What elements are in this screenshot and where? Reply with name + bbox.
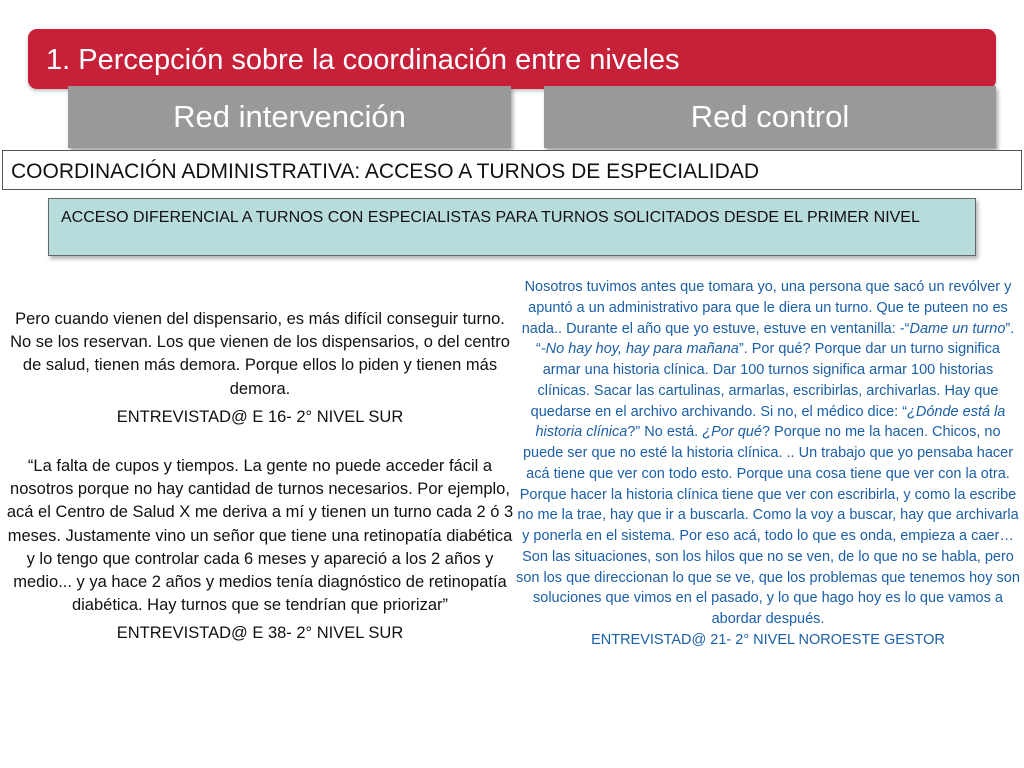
quote-source: ENTREVISTAD@ E 38- 2° NIVEL SUR [116,624,404,643]
quote-italic-segment: -No hay hoy, hay para mañana [540,341,739,358]
quote-italic-segment: ¿Dónde está la historia clínica [535,403,1006,441]
quote-segment: ?” No está. [627,424,703,441]
tab-red-intervencion: Red intervención [68,86,511,148]
slide-title: 1. Percepción sobre la coordinación entre niveles [46,44,680,76]
subsection-title: ACCESO DIFERENCIAL A TURNOS CON ESPECIALISTAS PARA TURNOS SOLICITADOS DESDE EL PRIMER NIVEL [61,209,920,226]
quote-italic-segment: Dame un turno [909,320,1006,337]
quote-source: ENTREVISTAD@ E 16- 2° NIVEL SUR [116,407,404,426]
subsection-box [48,198,976,256]
quote-text: “La falta de cupos y tiempos. La gente no puede acceder fácil a nosotros porque no hay cantidad de turnos necesarios. Por ejemplo, acá el Centro de Salud X me deriva a mí y tienen un turno cada 2 ó 3 meses. Justamente vino un señor que tiene una retinopatía diabética y lo tengo que controlar cada 6 meses y apareció a los 2 años y medio... y ya hace 2 años y medios tenía diagnóstico de retinopatía diabética. Hay turnos que se tendrían que priorizar” [6,457,514,615]
quote-text: Pero cuando vienen del dispensario, es más difícil conseguir turno. No se los reservan. Los que vienen de los dispensarios, o del centro de salud, tienen más demora. Porque ellos lo piden y tienen más demora. [10,310,510,398]
quote-italic-segment: ¿Por qué [702,424,762,441]
left-quotes-column [6,308,514,646]
quote-segment: ”. Por qué? Porque dar un turno significa armar una historia clínica. Dar 100 turnos significa armar 100 historias clínicas. Sacar las cartulinas, armarlas, escribirlas, archivarlas. Hay que quedarse en el archivo archivando. Si no, el médico dice: “ [530,341,1000,420]
quote-segment: ”. “ [535,320,1015,358]
quote-segment: ? Porque no me la hacen. Chicos, no puede ser que no esté la historia clínica. .. Un trabajo que yo pensaba hacer acá tiene que ver con todo esto. Porque una cosa tiene que ver con la otra. Porque hacer la historia clínica tiene que ver con escribirla, y como la escribe no me la trae, hay que ir a buscarla. Como la voy a buscar, hay que archivarla y ponerla en el sistema. Por eso acá, todo lo que es onda, empieza a caer… Son las situaciones, son los hilos que no se ven, de lo que no se habla, pero son los que direccionan lo que se ve, que los problemas que tenemos hoy son soluciones que vimos en el pasado, y lo que hago hoy es lo que vamos a abordar después. [516,424,1020,627]
right-quote-text [516,277,1020,630]
section-title: COORDINACIÓN ADMINISTRATIVA: ACCESO A TURNOS DE ESPECIALIDAD [11,160,759,183]
title-bar [28,29,996,89]
section-header-box [2,150,1022,190]
tab-red-control: Red control [544,86,996,148]
quote-segment: Nosotros tuvimos antes que tomara yo, una persona que sacó un revólver y apuntó a un administrativo para que le diera un turno. Que te puteen no es nada.. Durante el año que yo estuve, estuve en ventanilla: -“ [521,279,1012,337]
right-quote-column [516,277,1020,651]
right-quote-source: ENTREVISTAD@ 21- 2° NIVEL NOROESTE GESTOR [591,631,945,648]
